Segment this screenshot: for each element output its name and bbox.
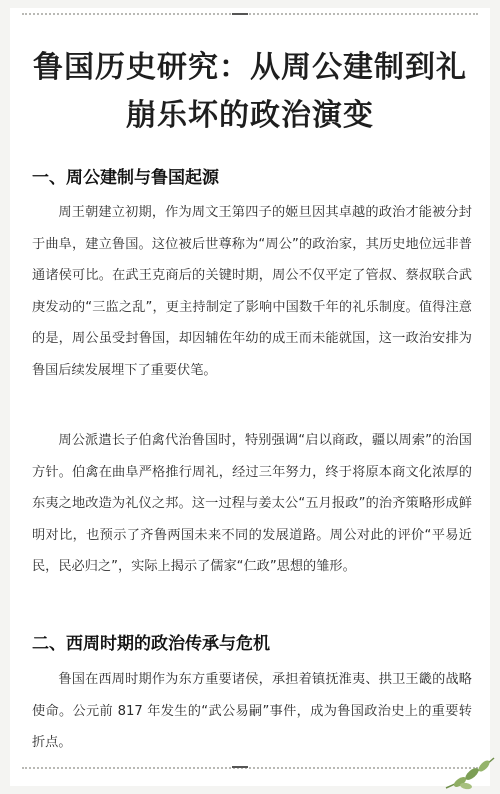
top-dotted-border: [22, 13, 478, 15]
bottom-center-mark: [232, 766, 248, 768]
bottom-dotted-border: [22, 767, 478, 769]
page-title: 鲁国历史研究：从周公建制到礼崩乐坏的政治演变: [33, 50, 467, 133]
paragraph-1: 周王朝建立初期，作为周文王第四子的姬旦因其卓越的政治才能被分封于曲阜，建立鲁国。这位被后世尊称为“周公”的政治家，其历史地位远非普通诸侯可比。在武王克商后的关键时期，周公不仅平定了管叔、蔡叔联合武庚发动的“三监之乱”，更主持制定了影响中国数千年的礼乐制度。值得注意的是，周公虽受封鲁国，却因辅佐年幼的成王而未能就国，这一政治安排为鲁国后续发展埋下了重要伏笔。: [32, 205, 472, 378]
paragraph-2: 周公派遣长子伯禽代治鲁国时，特别强调“启以商政，疆以周索”的治国方针。伯禽在曲阜严格推行周礼，经过三年努力，终于将原本商文化浓厚的东夷之地改造为礼仪之邦。这一过程与姜太公“五月报政”的治齐策略形成鲜明对比，也预示了齐鲁两国未来不同的发展道路。周公对此的评价“平易近民，民必归之”，实际上揭示了儒家“仁政”思想的雏形。: [32, 433, 472, 574]
section-heading-1: 一、周公建制与鲁国起源: [32, 168, 219, 188]
leaf-decoration-icon: [440, 752, 498, 792]
paragraph-3: 鲁国在西周时期作为东方重要诸侯，承担着镇抚淮夷、拱卫王畿的战略使命。公元前 817 年发生的“武公易嗣”事件，成为鲁国政治史上的重要转折点。: [32, 672, 472, 750]
section-heading-2: 二、西周时期的政治传承与危机: [32, 634, 270, 654]
top-center-mark: [232, 13, 248, 15]
